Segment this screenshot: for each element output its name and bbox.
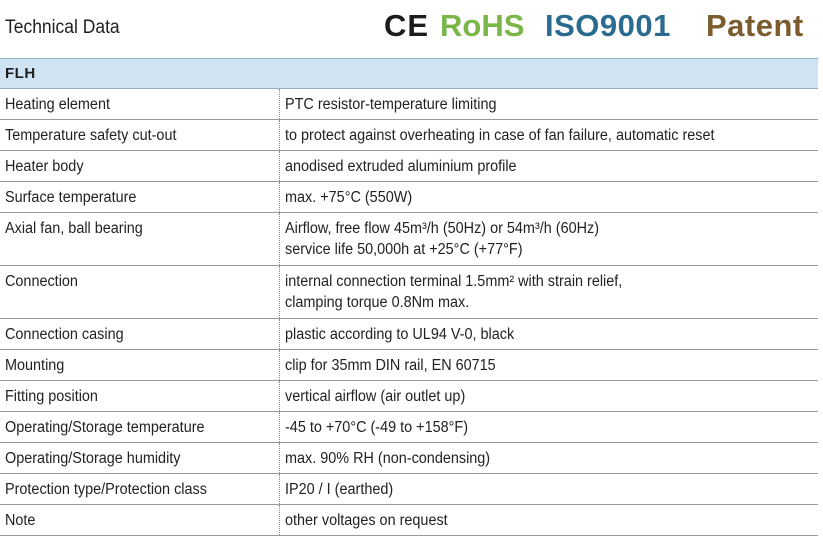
table-row: [0, 120, 818, 151]
row-label-text: Operating/Storage humidity: [5, 450, 181, 467]
row-value-line: [285, 94, 818, 115]
table-row: [0, 182, 818, 213]
row-label-text: Mounting: [5, 357, 65, 374]
row-value-line: [285, 417, 818, 438]
row-label: [0, 182, 280, 212]
row-value-text: vertical airflow (air outlet up): [285, 388, 466, 405]
table-row: [0, 505, 818, 536]
row-label-text: Heating element: [5, 96, 110, 113]
row-label-text: Note: [5, 512, 36, 529]
row-label-text: Temperature safety cut-out: [5, 127, 177, 144]
row-label: [0, 474, 280, 504]
row-label-text: Connection casing: [5, 326, 124, 343]
row-value-line: [285, 355, 818, 376]
row-label-text: Protection type/Protection class: [5, 481, 207, 498]
row-value: [280, 266, 818, 318]
row-value-text: Airflow, free flow 45m³/h (50Hz) or 54m³/h (60Hz): [285, 220, 600, 237]
row-value: [280, 381, 818, 411]
row-value-text: PTC resistor-temperature limiting: [285, 96, 497, 113]
row-value-line: [285, 386, 818, 407]
row-value-line: [285, 187, 818, 208]
row-label: [0, 381, 280, 411]
row-label: [0, 213, 280, 265]
row-label: [0, 89, 280, 119]
row-label: [0, 350, 280, 380]
rohs-mark: RoHS: [440, 8, 525, 43]
page-header: [0, 0, 823, 57]
table-row: [0, 213, 818, 266]
table-row: [0, 319, 818, 350]
row-label: [0, 412, 280, 442]
page-title: Technical Data: [5, 17, 120, 38]
table-group-header: FLH: [0, 58, 818, 89]
row-label: [0, 505, 280, 535]
row-value: [280, 151, 818, 181]
table-row: [0, 151, 818, 182]
row-label: [0, 151, 280, 181]
row-value-text: clamping torque 0.8Nm max.: [285, 294, 470, 311]
row-value: [280, 505, 818, 535]
table-row: [0, 412, 818, 443]
row-value-line: [285, 510, 818, 531]
row-value-text: service life 50,000h at +25°C (+77°F): [285, 241, 523, 258]
table-row: [0, 381, 818, 412]
row-value-text: clip for 35mm DIN rail, EN 60715: [285, 357, 496, 374]
row-value-line: [285, 448, 818, 469]
row-value-line: [285, 239, 818, 260]
row-value-line: [285, 324, 818, 345]
row-value-text: max. +75°C (550W): [285, 189, 413, 206]
table-row: [0, 266, 818, 319]
row-value-text: internal connection terminal 1.5mm² with strain relief,: [285, 273, 623, 290]
row-value-text: -45 to +70°C (-49 to +158°F): [285, 419, 469, 436]
ce-mark: CE: [384, 8, 430, 43]
row-value-line: [285, 271, 818, 292]
table-row: [0, 443, 818, 474]
table-body: [0, 89, 818, 536]
row-label: [0, 319, 280, 349]
row-value: [280, 182, 818, 212]
row-value-text: to protect against overheating in case of fan failure, automatic reset: [285, 127, 715, 144]
row-value: [280, 412, 818, 442]
row-value: [280, 474, 818, 504]
row-label: [0, 266, 280, 318]
patent-mark: Patent: [706, 8, 804, 43]
table-row: [0, 89, 818, 120]
table-row: [0, 474, 818, 505]
row-value-line: [285, 156, 818, 177]
row-value-line: [285, 292, 818, 313]
row-label-text: Heater body: [5, 158, 84, 175]
row-label-text: Surface temperature: [5, 189, 137, 206]
row-value: [280, 443, 818, 473]
row-value-line: [285, 479, 818, 500]
technical-data-table: [0, 58, 818, 536]
row-value: [280, 350, 818, 380]
row-value-text: max. 90% RH (non-condensing): [285, 450, 491, 467]
row-label-text: Axial fan, ball bearing: [5, 220, 143, 237]
row-value: [280, 213, 818, 265]
row-value-line: [285, 218, 818, 239]
row-value: [280, 319, 818, 349]
row-label: [0, 120, 280, 150]
row-value-text: other voltages on request: [285, 512, 448, 529]
row-value-line: [285, 125, 818, 146]
row-label: [0, 443, 280, 473]
row-label-text: Connection: [5, 273, 78, 290]
row-value-text: plastic according to UL94 V-0, black: [285, 326, 515, 343]
row-value: [280, 120, 818, 150]
iso9001-mark: ISO9001: [545, 8, 671, 43]
row-label-text: Operating/Storage temperature: [5, 419, 205, 436]
row-value-text: IP20 / I (earthed): [285, 481, 394, 498]
row-value: [280, 89, 818, 119]
row-value-text: anodised extruded aluminium profile: [285, 158, 517, 175]
row-label-text: Fitting position: [5, 388, 98, 405]
table-row: [0, 350, 818, 381]
